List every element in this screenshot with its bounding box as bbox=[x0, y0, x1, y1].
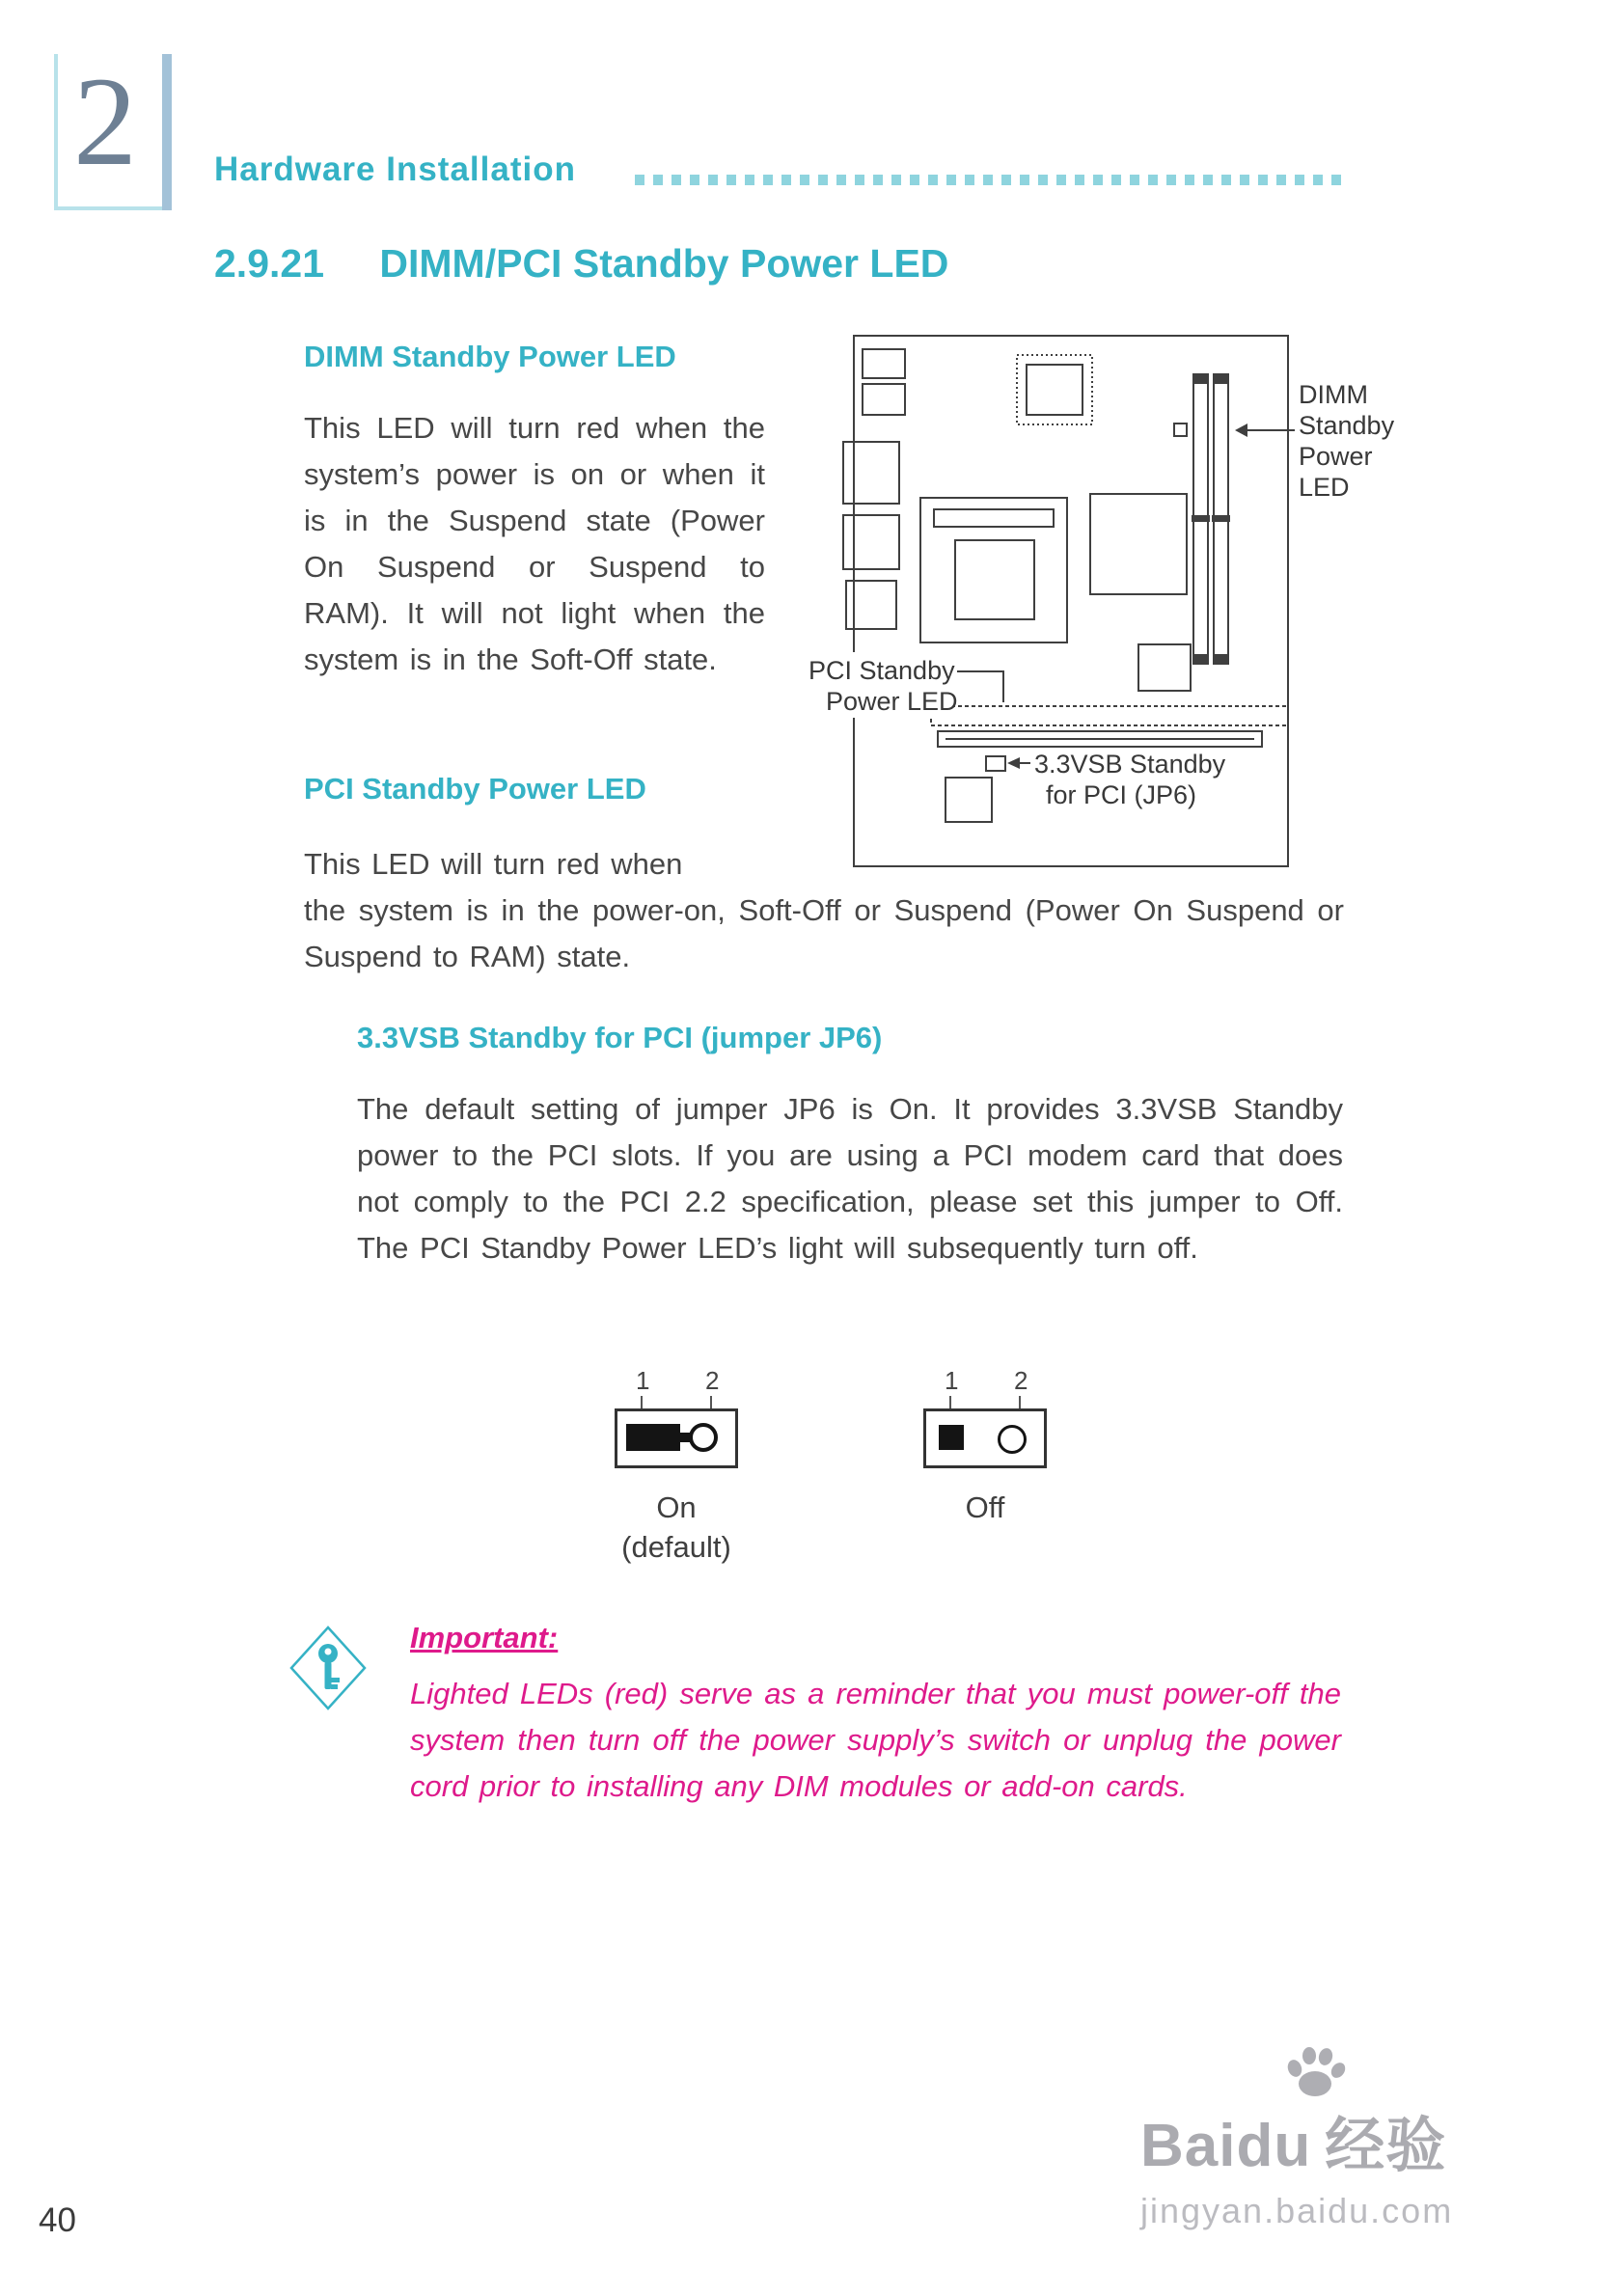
jumper-figure-off bbox=[923, 1366, 1049, 1525]
pin-tick-2 bbox=[710, 1396, 712, 1408]
dimm-slots bbox=[1192, 374, 1230, 664]
top-left-connectors bbox=[863, 349, 905, 415]
svg-text:for PCI (JP6): for PCI (JP6) bbox=[1046, 780, 1197, 809]
svg-text:LED: LED bbox=[1299, 473, 1350, 502]
jumper-cap bbox=[626, 1424, 680, 1451]
jumper-box-off bbox=[923, 1408, 1047, 1468]
pin-tick-2 bbox=[1019, 1396, 1021, 1408]
jumper-pin-labels bbox=[923, 1366, 1049, 1408]
jumper-caption-on: On bbox=[656, 1490, 697, 1524]
pci-slots bbox=[931, 706, 1288, 747]
jumper-pin1-square bbox=[939, 1425, 964, 1450]
pin-tick-1 bbox=[641, 1396, 643, 1408]
chapter-frame-vertical bbox=[54, 54, 58, 210]
pin-label-2: 2 bbox=[1014, 1366, 1028, 1395]
important-heading: Important: bbox=[410, 1621, 559, 1654]
chip bbox=[1017, 355, 1092, 424]
chapter-number: 2 bbox=[73, 50, 137, 192]
section-heading bbox=[214, 241, 948, 287]
jumper-box-on bbox=[615, 1408, 738, 1468]
jumper-caption-default: (default) bbox=[621, 1530, 731, 1564]
key-icon bbox=[288, 1625, 369, 1711]
paragraph-jp6: The default setting of jumper JP6 is On. It provides 3.3VSB Standby power to the PCI slots. If you are using a PCI modem card that does not comply to the PCI 2.2 specification, please set this jumper to Off. The PCI Standby Power LED’s light will subsequently turn off. bbox=[357, 1092, 1343, 1265]
watermark-brand bbox=[1140, 2097, 1453, 2183]
subsection-heading-dimm-led: DIMM Standby Power LED bbox=[304, 340, 676, 373]
paragraph-pci-led-rest: the system is in the power-on, Soft-Off or Suspend (Power On Suspend or Suspend to RAM) state. bbox=[304, 893, 1344, 973]
pin-label-1: 1 bbox=[945, 1366, 959, 1395]
subsection-heading-jp6: 3.3VSB Standby for PCI (jumper JP6) bbox=[357, 1021, 883, 1054]
chapter-badge bbox=[54, 48, 199, 218]
svg-text:PCI Standby: PCI Standby bbox=[808, 656, 955, 685]
label-vsb-standby bbox=[1034, 750, 1226, 809]
running-header-title: Hardware Installation bbox=[214, 150, 576, 188]
watermark-url: jingyan.baidu.com bbox=[1140, 2191, 1454, 2230]
paragraph-pci-led-line1: This LED will turn red when bbox=[304, 847, 683, 881]
cpu-socket bbox=[920, 498, 1067, 642]
watermark-brand-latin: Baidu bbox=[1140, 2113, 1312, 2179]
small-component bbox=[1138, 644, 1191, 691]
motherboard-diagram bbox=[801, 326, 1418, 890]
svg-text:Power LED: Power LED bbox=[826, 687, 958, 716]
paragraph-dimm-led: This LED will turn red when the system’s power is on or when it is in the Suspend state (Power On Suspend or Suspend to RAM). It will not light when the system is in the Soft-Off state. bbox=[304, 411, 765, 676]
svg-text:Power: Power bbox=[1299, 442, 1373, 471]
pin-label-2: 2 bbox=[705, 1366, 720, 1395]
watermark-brand-cn: 经验 bbox=[1325, 2113, 1447, 2179]
section-title: DIMM/PCI Standby Power LED bbox=[379, 241, 949, 286]
jumper-pin-labels bbox=[615, 1366, 740, 1408]
svg-text:DIMM: DIMM bbox=[1299, 380, 1368, 409]
chipset bbox=[1090, 494, 1187, 594]
io-ports bbox=[843, 442, 899, 629]
subsection-heading-pci-led: PCI Standby Power LED bbox=[304, 772, 646, 806]
dimm-led-arrow bbox=[1235, 424, 1295, 437]
dimm-led-component bbox=[1174, 424, 1187, 436]
important-body: Lighted LEDs (red) serve as a reminder that you must power-off the system then turn off the power supply’s switch or unplug the power cord prior to installing any DIM modules or add-on cards. bbox=[410, 1677, 1341, 1803]
jumper-figure-on bbox=[615, 1366, 740, 1565]
jumper-pin2-circle bbox=[998, 1425, 1027, 1454]
bottom-left-component bbox=[946, 778, 992, 822]
jumper-caption-off: Off bbox=[965, 1490, 1005, 1524]
baidu-watermark bbox=[1140, 2047, 1453, 2231]
pin-label-1: 1 bbox=[636, 1366, 650, 1395]
label-pci-standby-led bbox=[801, 652, 1003, 718]
page-number: 40 bbox=[39, 2201, 76, 2239]
svg-text:3.3VSB Standby: 3.3VSB Standby bbox=[1034, 750, 1226, 779]
pin-tick-1 bbox=[949, 1396, 951, 1408]
dotted-leader bbox=[635, 175, 1342, 185]
chapter-accent-bar bbox=[162, 54, 172, 210]
paw-icon bbox=[1283, 2043, 1349, 2099]
section-number: 2.9.21 bbox=[214, 241, 324, 286]
svg-text:Standby: Standby bbox=[1299, 411, 1395, 440]
label-dimm-standby-led bbox=[1299, 380, 1395, 502]
jumper-pin2-ring bbox=[689, 1423, 718, 1452]
jp6-jumper-component bbox=[986, 756, 1030, 771]
